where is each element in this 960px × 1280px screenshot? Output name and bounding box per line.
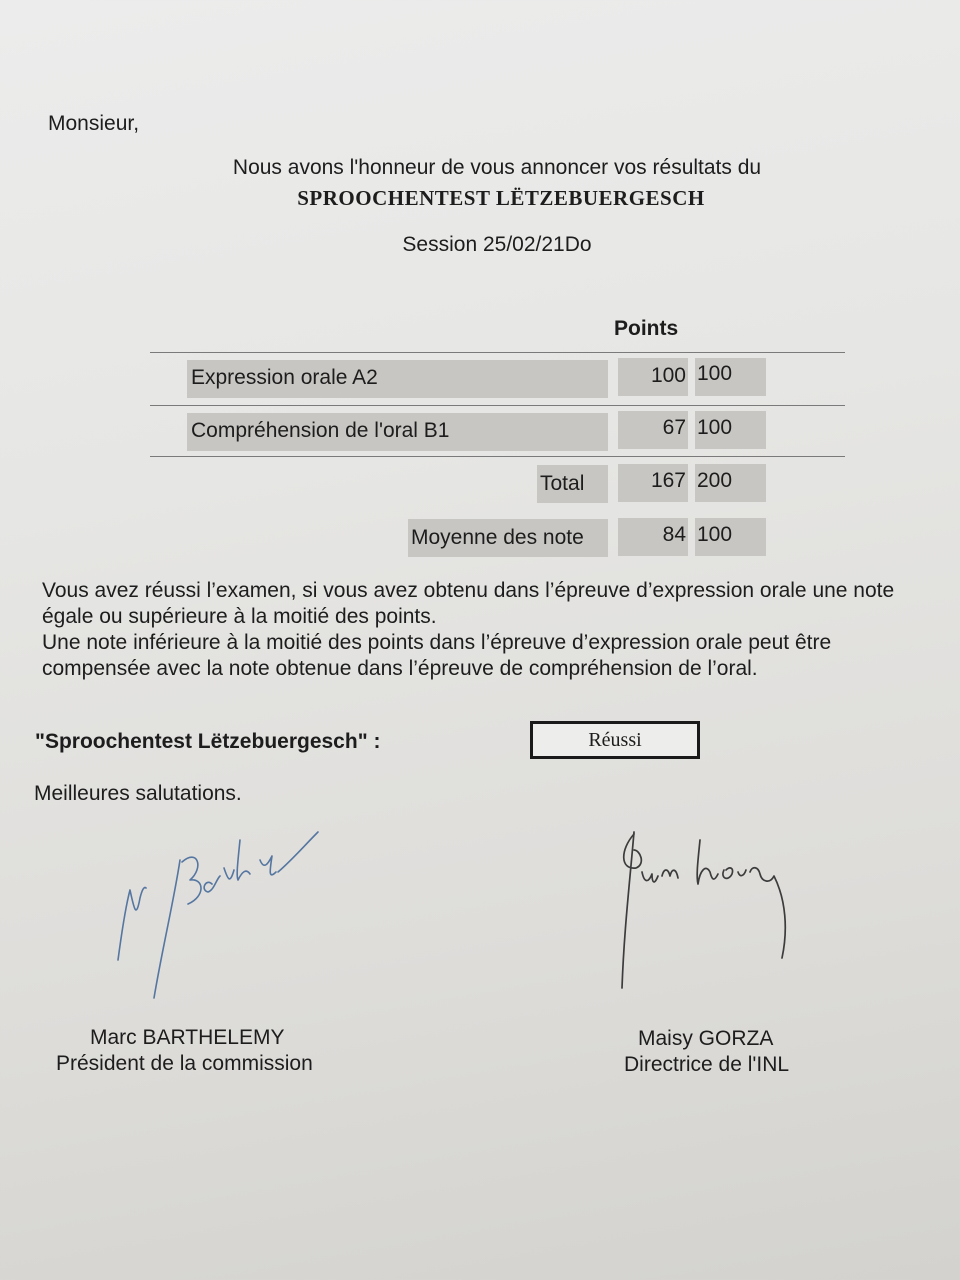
- row-score: 100: [650, 364, 686, 387]
- row-label: Compréhension de l'oral B1: [191, 419, 450, 442]
- closing: Meilleures salutations.: [34, 782, 242, 805]
- total-max: 200: [697, 469, 733, 492]
- table-rule: [150, 405, 845, 406]
- explanation-line: compensée avec la note obtenue dans l’épreuve de compréhension de l’oral.: [42, 657, 758, 680]
- average-max: 100: [697, 523, 733, 546]
- signatory-title: Directrice de l'INL: [624, 1053, 790, 1076]
- result-box: [530, 721, 700, 759]
- signatory-name: Marc BARTHELEMY: [90, 1026, 285, 1049]
- average-score: 84: [662, 523, 686, 546]
- explanation-line: égale ou supérieure à la moitié des points.: [42, 605, 437, 628]
- average-label: Moyenne des note: [411, 526, 584, 549]
- signature-gorza: [600, 820, 810, 1000]
- row-max: 100: [697, 416, 733, 439]
- exam-title: SPROOCHENTEST LËTZEBUERGESCH: [297, 186, 705, 210]
- explanation-line: Une note inférieure à la moitié des points dans l’épreuve d’expression orale peut être: [42, 631, 832, 654]
- row-max: 100: [697, 362, 733, 385]
- table-rule-top: [150, 352, 845, 353]
- points-header: Points: [614, 317, 679, 340]
- intro-line: Nous avons l'honneur de vous annoncer vos résultats du: [232, 156, 762, 179]
- session-line: Session 25/02/21Do: [402, 233, 592, 256]
- signatory-title: Président de la commission: [56, 1052, 313, 1075]
- signature-barthelemy: [100, 820, 340, 1010]
- signatory-name: Maisy GORZA: [638, 1027, 774, 1050]
- verdict-label: "Sproochentest Lëtzebuergesch" :: [35, 730, 381, 753]
- table-rule: [150, 456, 845, 457]
- salutation: Monsieur,: [48, 112, 140, 135]
- total-label: Total: [540, 472, 585, 495]
- explanation-line: Vous avez réussi l’examen, si vous avez obtenu dans l’épreuve d’expression orale une note: [42, 579, 895, 602]
- result-text: Réussi: [588, 728, 642, 751]
- total-score: 167: [650, 469, 686, 492]
- row-score: 67: [662, 416, 686, 439]
- row-label: Expression orale A2: [191, 366, 378, 389]
